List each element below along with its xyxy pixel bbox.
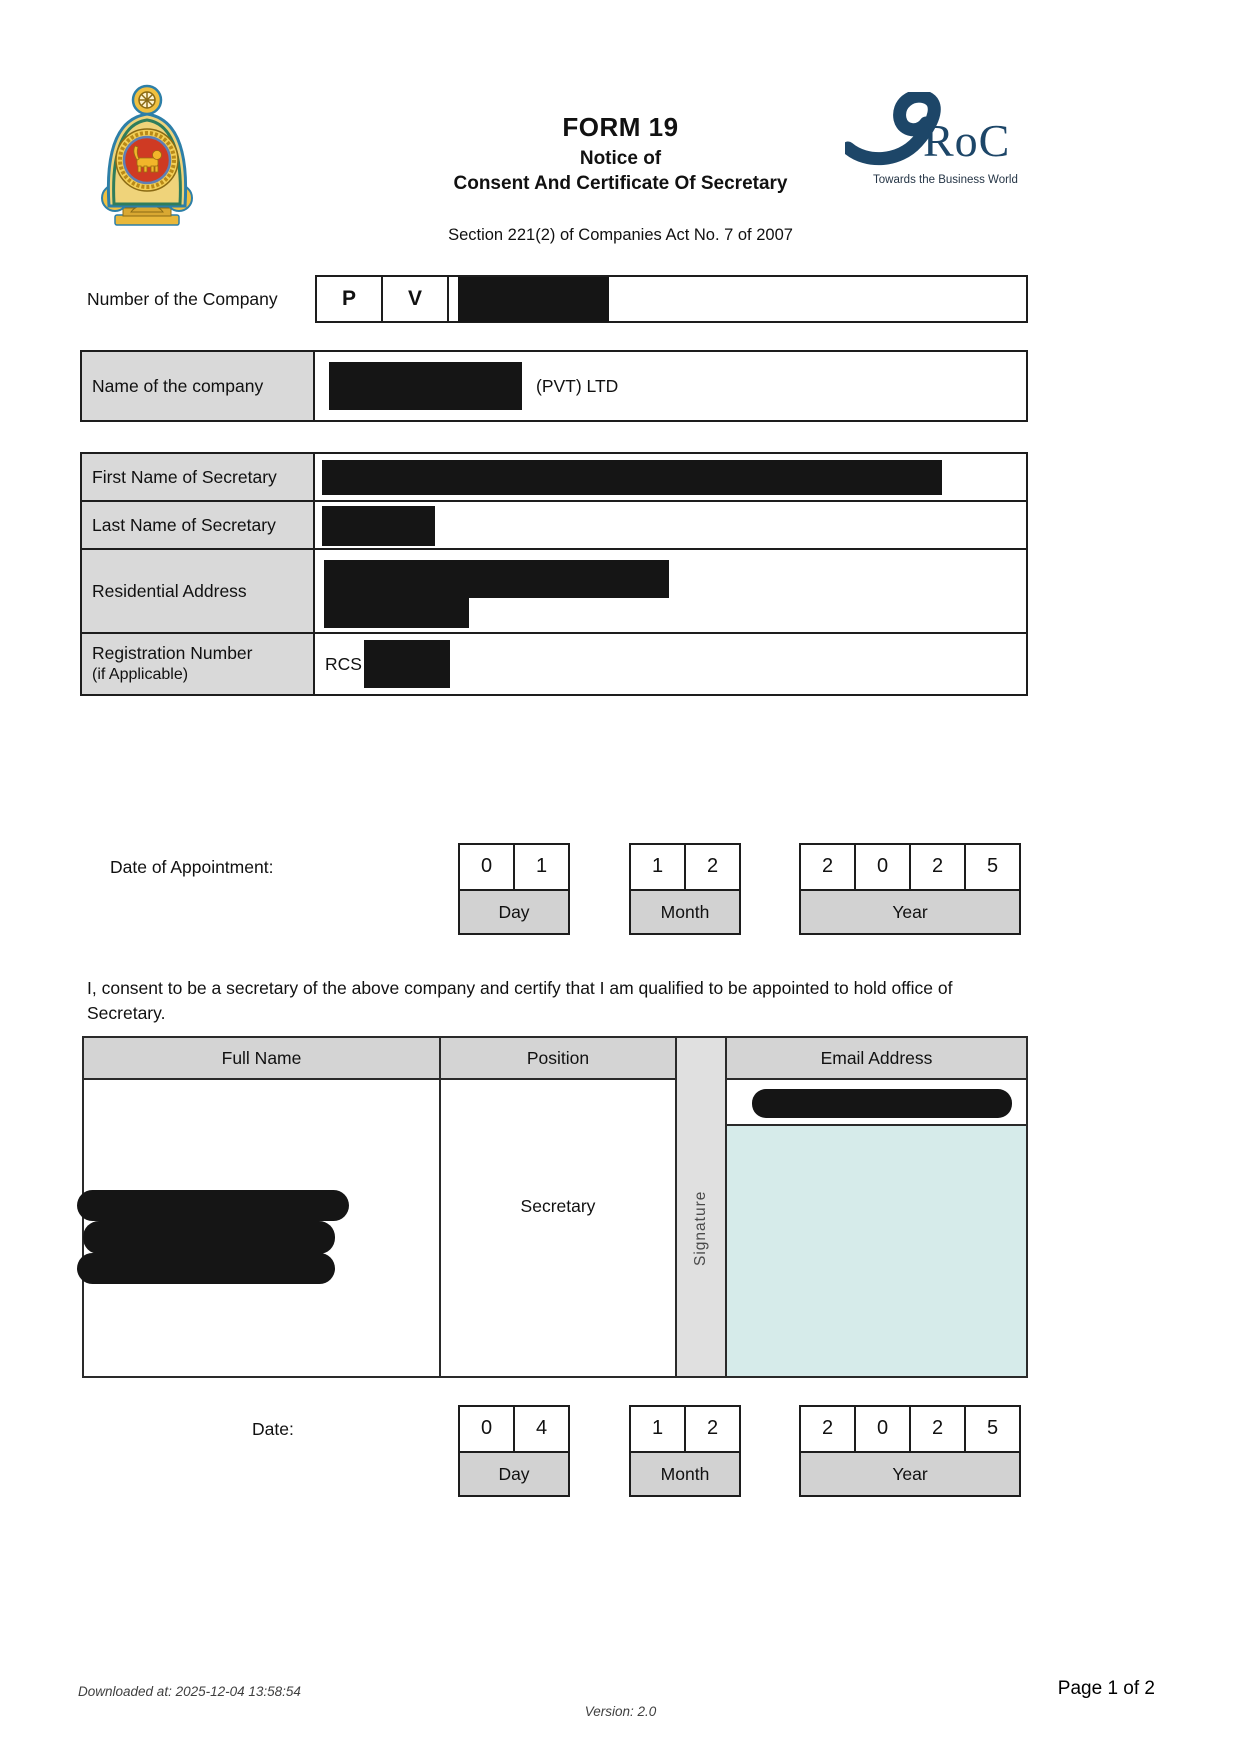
email-value-strip	[727, 1080, 1026, 1126]
form-title: FORM 19	[562, 112, 679, 142]
position-column	[439, 1038, 675, 1376]
appointment-day-group	[458, 843, 570, 935]
signing-day-group	[458, 1405, 570, 1497]
full-name-redaction-3	[77, 1253, 335, 1284]
email-redaction	[752, 1089, 1012, 1118]
appointment-year-digit-4: 5	[964, 843, 1021, 891]
appointment-year-digit-1: 2	[799, 843, 856, 891]
form-subtitle-notice: Notice of	[579, 148, 662, 169]
signature-header	[677, 1038, 725, 1080]
eroc-logo-text: RoC	[923, 115, 1011, 166]
version-text: Version: 2.0	[584, 1704, 657, 1719]
signer-table	[82, 1036, 1028, 1378]
appointment-date-label: Date of Appointment:	[110, 857, 274, 877]
company-number-redaction	[458, 277, 609, 322]
section-reference: Section 221(2) of Companies Act No. 7 of 2007	[448, 226, 793, 244]
appointment-month-group	[629, 843, 741, 935]
email-column	[727, 1038, 1026, 1376]
registration-number-redaction	[364, 640, 450, 688]
signing-year-digit-2: 0	[854, 1405, 911, 1453]
signing-month-digit-2: 2	[684, 1405, 741, 1453]
registration-label-line-1: Registration Number	[92, 643, 253, 664]
last-name-label: Last Name of Secretary	[82, 502, 315, 548]
signature-area	[727, 1126, 1026, 1376]
company-name-redaction	[329, 362, 522, 410]
day-label: Day	[458, 1451, 570, 1497]
table-row	[82, 550, 1026, 634]
company-name-suffix: (PVT) LTD	[536, 375, 619, 396]
registration-number-value	[315, 634, 1026, 694]
appointment-day-digit-2: 1	[513, 843, 570, 891]
company-number-box-2: V	[383, 277, 449, 321]
month-label: Month	[629, 1451, 741, 1497]
address-redaction-line-2	[324, 594, 469, 628]
appointment-year-digit-3: 2	[909, 843, 966, 891]
signing-year-digit-3: 2	[909, 1405, 966, 1453]
table-row	[82, 502, 1026, 550]
residential-address-value	[315, 550, 1026, 632]
form-subtitle-certificate: Consent And Certificate Of Secretary	[453, 173, 788, 194]
registration-label-line-2: (if Applicable)	[92, 665, 189, 683]
full-name-redaction-2	[83, 1221, 335, 1254]
table-row	[82, 454, 1026, 502]
signing-day-digit-2: 4	[513, 1405, 570, 1453]
eroc-logo-tagline: Towards the Business World	[873, 174, 1018, 186]
company-number-box-1: P	[317, 277, 383, 321]
registration-prefix: RCS	[325, 653, 362, 674]
signature-vertical-label: Signature	[692, 1190, 709, 1266]
signing-year-digit-1: 2	[799, 1405, 856, 1453]
residential-address-label: Residential Address	[82, 550, 315, 632]
registration-number-label	[82, 634, 315, 694]
year-label: Year	[799, 1451, 1021, 1497]
first-name-value	[315, 454, 1026, 500]
signing-year-digit-4: 5	[964, 1405, 1021, 1453]
eroc-logo	[845, 90, 1030, 200]
consent-statement: I, consent to be a secretary of the above company and certify that I am qualified to be appointed to hold office of Secretary.	[87, 978, 953, 1024]
appointment-day-digit-1: 0	[458, 843, 515, 891]
appointment-year-group	[799, 843, 1021, 935]
table-row	[82, 634, 1026, 694]
appointment-month-digit-2: 2	[684, 843, 741, 891]
company-number-field	[315, 275, 1028, 323]
first-name-label: First Name of Secretary	[82, 454, 315, 500]
appointment-month-digit-1: 1	[629, 843, 686, 891]
last-name-value	[315, 502, 1026, 548]
email-header: Email Address	[727, 1038, 1026, 1080]
company-name-value	[315, 352, 1026, 420]
month-label: Month	[629, 889, 741, 935]
signing-month-group	[629, 1405, 741, 1497]
downloaded-at-text: Downloaded at: 2025-12-04 13:58:54	[78, 1684, 301, 1699]
full-name-redaction-1	[77, 1190, 349, 1221]
signing-date-label: Date:	[252, 1419, 294, 1439]
signing-month-digit-1: 1	[629, 1405, 686, 1453]
position-header: Position	[441, 1038, 675, 1080]
position-value: Secretary	[520, 1196, 596, 1216]
signature-column	[675, 1038, 727, 1376]
secretary-details-table	[80, 452, 1028, 696]
company-name-row	[80, 350, 1028, 422]
company-number-rest	[449, 277, 1026, 321]
signing-day-digit-1: 0	[458, 1405, 515, 1453]
signing-year-group	[799, 1405, 1021, 1497]
full-name-column	[84, 1038, 439, 1376]
full-name-header: Full Name	[84, 1038, 439, 1080]
appointment-year-digit-2: 0	[854, 843, 911, 891]
first-name-redaction	[322, 460, 942, 495]
company-name-label: Name of the company	[82, 352, 315, 420]
company-number-label: Number of the Company	[87, 289, 278, 309]
page-number: Page 1 of 2	[1057, 1678, 1155, 1699]
form-header	[0, 112, 1241, 195]
last-name-redaction	[322, 506, 435, 546]
address-redaction-line-1	[324, 560, 669, 598]
year-label: Year	[799, 889, 1021, 935]
day-label: Day	[458, 889, 570, 935]
